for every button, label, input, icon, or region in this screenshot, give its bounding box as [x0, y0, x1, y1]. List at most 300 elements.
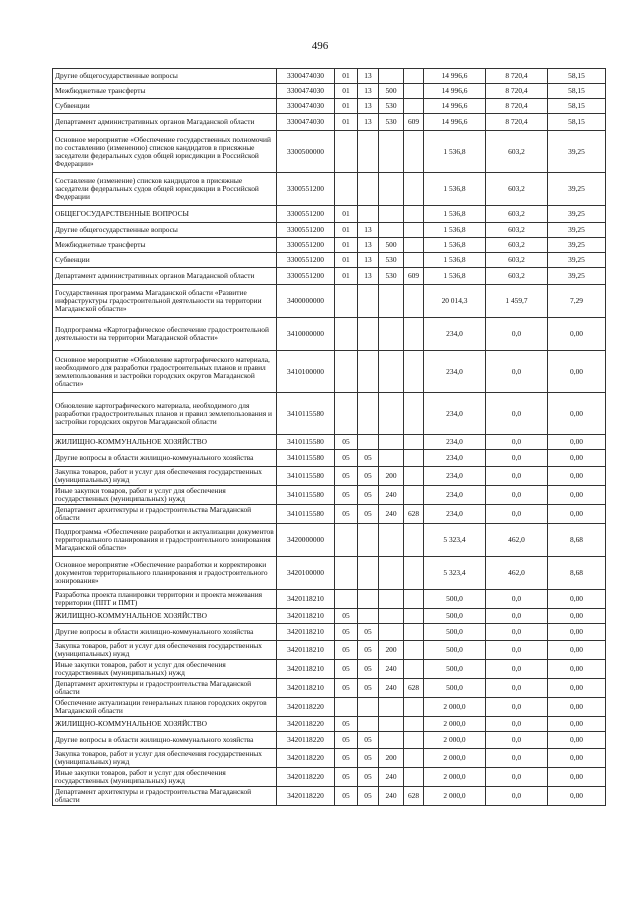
- row-section-cell: [335, 698, 358, 717]
- row-executed-cell: 0,0: [486, 435, 548, 450]
- table-row: [53, 173, 606, 206]
- row-executed-cell: 0,0: [486, 505, 548, 524]
- row-expense-type-cell: [379, 393, 404, 435]
- row-executed-cell: 8 720,4: [486, 69, 548, 84]
- row-section-cell: 05: [335, 609, 358, 624]
- row-plan-cell: 1 536,8: [424, 131, 486, 173]
- row-code-cell: 3410115580: [277, 435, 335, 450]
- row-percent-cell: 0,00: [548, 768, 606, 787]
- row-expense-type-cell: 200: [379, 749, 404, 768]
- row-plan-cell: 500,0: [424, 641, 486, 660]
- row-executed-cell: 8 720,4: [486, 114, 548, 131]
- table-row: [53, 679, 606, 698]
- row-code-cell: 3420118210: [277, 609, 335, 624]
- row-admin-code-cell: [404, 351, 424, 393]
- row-executed-cell: 462,0: [486, 524, 548, 557]
- row-admin-code-cell: [404, 486, 424, 505]
- row-name-cell: Другие общегосударственные вопросы: [53, 223, 277, 238]
- table-row: [53, 435, 606, 450]
- row-expense-type-cell: [379, 131, 404, 173]
- row-plan-cell: 1 536,8: [424, 223, 486, 238]
- table-row: [53, 698, 606, 717]
- row-plan-cell: 234,0: [424, 351, 486, 393]
- row-code-cell: 3300551200: [277, 206, 335, 223]
- row-admin-code-cell: [404, 285, 424, 318]
- table-row: [53, 624, 606, 641]
- table-row: [53, 253, 606, 268]
- row-section-cell: [335, 557, 358, 590]
- row-expense-type-cell: 530: [379, 268, 404, 285]
- row-subsection-cell: 05: [358, 732, 379, 749]
- row-name-cell: Разработка проекта планировки территории и проекта межевания территории (ППТ и ПМТ): [53, 590, 277, 609]
- row-executed-cell: 8 720,4: [486, 99, 548, 114]
- row-percent-cell: 8,68: [548, 557, 606, 590]
- row-percent-cell: 0,00: [548, 641, 606, 660]
- row-plan-cell: 14 996,6: [424, 99, 486, 114]
- row-expense-type-cell: [379, 223, 404, 238]
- row-name-cell: Департамент административных органов Магаданской области: [53, 268, 277, 285]
- row-expense-type-cell: [379, 609, 404, 624]
- row-code-cell: 3410115580: [277, 486, 335, 505]
- row-subsection-cell: [358, 590, 379, 609]
- row-name-cell: ЖИЛИЩНО-КОММУНАЛЬНОЕ ХОЗЯЙСТВО: [53, 717, 277, 732]
- table-row: [53, 238, 606, 253]
- row-section-cell: 05: [335, 749, 358, 768]
- row-section-cell: 05: [335, 624, 358, 641]
- row-admin-code-cell: [404, 435, 424, 450]
- row-subsection-cell: 05: [358, 486, 379, 505]
- row-percent-cell: 0,00: [548, 717, 606, 732]
- row-name-cell: Закупка товаров, работ и услуг для обеспечения государственных (муниципальных) нужд: [53, 467, 277, 486]
- row-plan-cell: 14 996,6: [424, 69, 486, 84]
- row-expense-type-cell: [379, 318, 404, 351]
- row-admin-code-cell: [404, 253, 424, 268]
- row-name-cell: Иные закупки товаров, работ и услуг для обеспечения государственных (муниципальных) нужд: [53, 660, 277, 679]
- table-row: [53, 505, 606, 524]
- row-executed-cell: 0,0: [486, 467, 548, 486]
- row-code-cell: 3420118220: [277, 787, 335, 806]
- row-name-cell: Другие вопросы в области жилищно-коммунального хозяйства: [53, 450, 277, 467]
- row-name-cell: Иные закупки товаров, работ и услуг для обеспечения государственных (муниципальных) нужд: [53, 486, 277, 505]
- table-row: [53, 114, 606, 131]
- row-percent-cell: 0,00: [548, 318, 606, 351]
- budget-table: [52, 68, 606, 806]
- row-subsection-cell: [358, 435, 379, 450]
- row-code-cell: 3420118210: [277, 590, 335, 609]
- row-expense-type-cell: [379, 698, 404, 717]
- row-code-cell: 3420118220: [277, 768, 335, 787]
- row-plan-cell: 1 536,8: [424, 238, 486, 253]
- row-percent-cell: 39,25: [548, 238, 606, 253]
- table-row: [53, 318, 606, 351]
- row-section-cell: 01: [335, 268, 358, 285]
- row-code-cell: 3420118220: [277, 749, 335, 768]
- row-expense-type-cell: [379, 69, 404, 84]
- row-admin-code-cell: [404, 624, 424, 641]
- row-percent-cell: 0,00: [548, 732, 606, 749]
- table-row: [53, 732, 606, 749]
- table-row: [53, 749, 606, 768]
- row-expense-type-cell: [379, 590, 404, 609]
- page-number: 496: [311, 40, 329, 52]
- row-subsection-cell: [358, 285, 379, 318]
- row-executed-cell: 603,2: [486, 253, 548, 268]
- row-section-cell: [335, 393, 358, 435]
- row-subsection-cell: 13: [358, 238, 379, 253]
- row-section-cell: 01: [335, 206, 358, 223]
- row-plan-cell: 500,0: [424, 660, 486, 679]
- row-percent-cell: 0,00: [548, 624, 606, 641]
- row-name-cell: Составление (изменение) списков кандидатов в присяжные заседатели федеральных судов общей юрисдикции в Российской Федерации: [53, 173, 277, 206]
- row-plan-cell: 234,0: [424, 467, 486, 486]
- row-section-cell: 01: [335, 238, 358, 253]
- row-plan-cell: 2 000,0: [424, 787, 486, 806]
- row-plan-cell: 2 000,0: [424, 749, 486, 768]
- row-subsection-cell: 05: [358, 787, 379, 806]
- row-admin-code-cell: [404, 131, 424, 173]
- row-expense-type-cell: [379, 624, 404, 641]
- row-section-cell: 01: [335, 69, 358, 84]
- row-expense-type-cell: 200: [379, 641, 404, 660]
- row-expense-type-cell: [379, 173, 404, 206]
- row-section-cell: 05: [335, 768, 358, 787]
- row-section-cell: 01: [335, 99, 358, 114]
- row-subsection-cell: 13: [358, 84, 379, 99]
- row-plan-cell: 1 536,8: [424, 268, 486, 285]
- row-plan-cell: 1 536,8: [424, 173, 486, 206]
- row-plan-cell: 234,0: [424, 486, 486, 505]
- row-expense-type-cell: 240: [379, 679, 404, 698]
- row-executed-cell: 603,2: [486, 131, 548, 173]
- row-plan-cell: 5 323,4: [424, 557, 486, 590]
- row-executed-cell: 0,0: [486, 351, 548, 393]
- row-percent-cell: 39,25: [548, 206, 606, 223]
- row-plan-cell: 2 000,0: [424, 717, 486, 732]
- row-subsection-cell: 05: [358, 505, 379, 524]
- row-subsection-cell: 05: [358, 641, 379, 660]
- row-subsection-cell: [358, 206, 379, 223]
- row-plan-cell: 20 014,3: [424, 285, 486, 318]
- row-section-cell: 05: [335, 435, 358, 450]
- row-subsection-cell: 13: [358, 268, 379, 285]
- row-executed-cell: 0,0: [486, 590, 548, 609]
- row-executed-cell: 0,0: [486, 624, 548, 641]
- row-subsection-cell: [358, 524, 379, 557]
- row-percent-cell: 39,25: [548, 173, 606, 206]
- table-row: [53, 660, 606, 679]
- row-subsection-cell: 05: [358, 768, 379, 787]
- row-executed-cell: 603,2: [486, 206, 548, 223]
- row-code-cell: 3410000000: [277, 318, 335, 351]
- row-admin-code-cell: [404, 450, 424, 467]
- row-plan-cell: 5 323,4: [424, 524, 486, 557]
- row-code-cell: 3300551200: [277, 253, 335, 268]
- row-code-cell: 3420100000: [277, 557, 335, 590]
- row-subsection-cell: 05: [358, 450, 379, 467]
- row-section-cell: [335, 351, 358, 393]
- row-subsection-cell: 13: [358, 253, 379, 268]
- row-name-cell: Основное мероприятие «Обновление картографического материала, необходимого для разработки градостроительных планов и правил землепользования и застройки городских округов Магаданской области»: [53, 351, 277, 393]
- row-executed-cell: 462,0: [486, 557, 548, 590]
- row-section-cell: 05: [335, 679, 358, 698]
- row-name-cell: Государственная программа Магаданской области «Развитие инфраструктуры градостроительной деятельности на территории Магаданской области»: [53, 285, 277, 318]
- row-plan-cell: 14 996,6: [424, 114, 486, 131]
- row-expense-type-cell: [379, 450, 404, 467]
- row-name-cell: Субвенции: [53, 253, 277, 268]
- table-row: [53, 787, 606, 806]
- table-row: [53, 609, 606, 624]
- row-admin-code-cell: [404, 641, 424, 660]
- row-executed-cell: 0,0: [486, 660, 548, 679]
- row-expense-type-cell: [379, 351, 404, 393]
- row-percent-cell: 58,15: [548, 99, 606, 114]
- table-row: [53, 206, 606, 223]
- row-executed-cell: 0,0: [486, 768, 548, 787]
- row-name-cell: Обновление картографического материала, необходимого для разработки градостроительных планов и правил землепользования и застройки городских округов Магаданской области: [53, 393, 277, 435]
- row-admin-code-cell: [404, 590, 424, 609]
- row-subsection-cell: 05: [358, 624, 379, 641]
- table-row: [53, 768, 606, 787]
- row-code-cell: 3300474030: [277, 99, 335, 114]
- row-plan-cell: 234,0: [424, 435, 486, 450]
- row-code-cell: 3420118210: [277, 641, 335, 660]
- row-section-cell: 05: [335, 505, 358, 524]
- row-expense-type-cell: 240: [379, 486, 404, 505]
- row-percent-cell: 8,68: [548, 524, 606, 557]
- row-subsection-cell: 05: [358, 467, 379, 486]
- row-code-cell: 3420118220: [277, 717, 335, 732]
- row-admin-code-cell: [404, 393, 424, 435]
- table-row: [53, 69, 606, 84]
- row-executed-cell: 0,0: [486, 641, 548, 660]
- row-subsection-cell: 13: [358, 99, 379, 114]
- row-expense-type-cell: 500: [379, 84, 404, 99]
- row-expense-type-cell: 240: [379, 768, 404, 787]
- row-code-cell: 3410115580: [277, 450, 335, 467]
- row-section-cell: [335, 318, 358, 351]
- row-admin-code-cell: 609: [404, 114, 424, 131]
- row-expense-type-cell: 530: [379, 114, 404, 131]
- row-section-cell: [335, 173, 358, 206]
- table-row: [53, 467, 606, 486]
- row-name-cell: ЖИЛИЩНО-КОММУНАЛЬНОЕ ХОЗЯЙСТВО: [53, 435, 277, 450]
- row-code-cell: 3420118210: [277, 660, 335, 679]
- table-row: [53, 285, 606, 318]
- table-row: [53, 590, 606, 609]
- row-name-cell: Иные закупки товаров, работ и услуг для обеспечения государственных (муниципальных) нужд: [53, 768, 277, 787]
- row-percent-cell: 0,00: [548, 486, 606, 505]
- row-executed-cell: 0,0: [486, 749, 548, 768]
- row-expense-type-cell: [379, 557, 404, 590]
- row-admin-code-cell: [404, 223, 424, 238]
- row-code-cell: 3420118210: [277, 679, 335, 698]
- row-executed-cell: 8 720,4: [486, 84, 548, 99]
- row-admin-code-cell: [404, 768, 424, 787]
- row-name-cell: Подпрограмма «Обеспечение разработки и актуализации документов территориального планирования и градостроительного зонирования Магаданской области»: [53, 524, 277, 557]
- row-percent-cell: 7,29: [548, 285, 606, 318]
- row-admin-code-cell: [404, 318, 424, 351]
- row-percent-cell: 0,00: [548, 787, 606, 806]
- row-code-cell: 3410115580: [277, 393, 335, 435]
- row-plan-cell: 234,0: [424, 393, 486, 435]
- row-subsection-cell: [358, 393, 379, 435]
- table-row: [53, 268, 606, 285]
- table-row: [53, 99, 606, 114]
- row-percent-cell: 0,00: [548, 505, 606, 524]
- row-admin-code-cell: [404, 524, 424, 557]
- row-subsection-cell: [358, 698, 379, 717]
- row-subsection-cell: [358, 717, 379, 732]
- row-admin-code-cell: [404, 609, 424, 624]
- row-plan-cell: 2 000,0: [424, 698, 486, 717]
- row-percent-cell: 0,00: [548, 679, 606, 698]
- row-section-cell: 01: [335, 253, 358, 268]
- row-percent-cell: 0,00: [548, 450, 606, 467]
- row-section-cell: 05: [335, 660, 358, 679]
- row-plan-cell: 1 536,8: [424, 206, 486, 223]
- row-executed-cell: 0,0: [486, 787, 548, 806]
- row-name-cell: Закупка товаров, работ и услуг для обеспечения государственных (муниципальных) нужд: [53, 749, 277, 768]
- row-plan-cell: 2 000,0: [424, 732, 486, 749]
- row-expense-type-cell: 200: [379, 467, 404, 486]
- row-name-cell: Субвенции: [53, 99, 277, 114]
- row-executed-cell: 1 459,7: [486, 285, 548, 318]
- row-section-cell: [335, 590, 358, 609]
- row-plan-cell: 500,0: [424, 624, 486, 641]
- row-admin-code-cell: 609: [404, 268, 424, 285]
- row-subsection-cell: 13: [358, 114, 379, 131]
- row-section-cell: 05: [335, 450, 358, 467]
- row-code-cell: 3420118220: [277, 698, 335, 717]
- row-percent-cell: 39,25: [548, 253, 606, 268]
- row-admin-code-cell: [404, 238, 424, 253]
- row-section-cell: [335, 285, 358, 318]
- row-code-cell: 3410115580: [277, 505, 335, 524]
- row-admin-code-cell: [404, 557, 424, 590]
- table-row: [53, 524, 606, 557]
- row-name-cell: Подпрограмма «Картографическое обеспечение градостроительной деятельности на территории Магаданской области»: [53, 318, 277, 351]
- row-percent-cell: 0,00: [548, 435, 606, 450]
- row-subsection-cell: 13: [358, 223, 379, 238]
- row-section-cell: 05: [335, 787, 358, 806]
- row-executed-cell: 603,2: [486, 173, 548, 206]
- row-expense-type-cell: 500: [379, 238, 404, 253]
- table-row: [53, 393, 606, 435]
- table-row: [53, 641, 606, 660]
- row-percent-cell: 58,15: [548, 114, 606, 131]
- row-expense-type-cell: [379, 732, 404, 749]
- row-code-cell: 3300551200: [277, 238, 335, 253]
- row-code-cell: 3300474030: [277, 69, 335, 84]
- row-subsection-cell: [358, 173, 379, 206]
- row-subsection-cell: [358, 351, 379, 393]
- row-executed-cell: 0,0: [486, 450, 548, 467]
- row-expense-type-cell: [379, 717, 404, 732]
- row-plan-cell: 234,0: [424, 318, 486, 351]
- row-name-cell: Другие вопросы в области жилищно-коммунального хозяйства: [53, 624, 277, 641]
- row-executed-cell: 603,2: [486, 268, 548, 285]
- row-section-cell: 05: [335, 486, 358, 505]
- row-admin-code-cell: 628: [404, 679, 424, 698]
- row-percent-cell: 58,15: [548, 84, 606, 99]
- row-expense-type-cell: [379, 285, 404, 318]
- row-percent-cell: 0,00: [548, 660, 606, 679]
- row-name-cell: Департамент архитектуры и градостроительства Магаданской области: [53, 787, 277, 806]
- row-admin-code-cell: [404, 660, 424, 679]
- row-plan-cell: 1 536,8: [424, 253, 486, 268]
- row-admin-code-cell: [404, 749, 424, 768]
- row-subsection-cell: 05: [358, 749, 379, 768]
- row-section-cell: [335, 131, 358, 173]
- row-name-cell: Межбюджетные трансферты: [53, 84, 277, 99]
- row-expense-type-cell: 530: [379, 99, 404, 114]
- row-executed-cell: 603,2: [486, 238, 548, 253]
- row-name-cell: Основное мероприятие «Обеспечение разработки и корректировки документов территориального планирования и градостроительного зонирования»: [53, 557, 277, 590]
- row-admin-code-cell: [404, 99, 424, 114]
- row-section-cell: 01: [335, 223, 358, 238]
- row-admin-code-cell: [404, 732, 424, 749]
- row-percent-cell: 0,00: [548, 590, 606, 609]
- table-row: [53, 486, 606, 505]
- row-section-cell: [335, 524, 358, 557]
- row-admin-code-cell: [404, 69, 424, 84]
- table-row: [53, 84, 606, 99]
- row-subsection-cell: 13: [358, 69, 379, 84]
- table-row: [53, 450, 606, 467]
- row-subsection-cell: 05: [358, 660, 379, 679]
- row-code-cell: 3420000000: [277, 524, 335, 557]
- row-admin-code-cell: [404, 467, 424, 486]
- row-percent-cell: 0,00: [548, 351, 606, 393]
- row-code-cell: 3300551200: [277, 223, 335, 238]
- row-executed-cell: 0,0: [486, 318, 548, 351]
- row-code-cell: 3300500000: [277, 131, 335, 173]
- row-code-cell: 3300551200: [277, 173, 335, 206]
- row-expense-type-cell: [379, 524, 404, 557]
- table-body: [53, 69, 606, 806]
- table-row: [53, 717, 606, 732]
- row-subsection-cell: 05: [358, 679, 379, 698]
- row-code-cell: 3300474030: [277, 84, 335, 99]
- row-percent-cell: 0,00: [548, 749, 606, 768]
- row-expense-type-cell: 240: [379, 505, 404, 524]
- row-executed-cell: 603,2: [486, 223, 548, 238]
- row-name-cell: Основное мероприятие «Обеспечение государственных полномочий по составлению (изменению) списков кандидатов в присяжные заседатели федеральных судов общей юрисдикции в Российской Федерации»: [53, 131, 277, 173]
- row-percent-cell: 0,00: [548, 609, 606, 624]
- table-row: [53, 557, 606, 590]
- row-plan-cell: 500,0: [424, 609, 486, 624]
- row-percent-cell: 39,25: [548, 268, 606, 285]
- row-admin-code-cell: 628: [404, 505, 424, 524]
- row-name-cell: ОБЩЕГОСУДАРСТВЕННЫЕ ВОПРОСЫ: [53, 206, 277, 223]
- row-name-cell: Другие вопросы в области жилищно-коммунального хозяйства: [53, 732, 277, 749]
- row-name-cell: Департамент архитектуры и градостроительства Магаданской области: [53, 679, 277, 698]
- row-section-cell: 05: [335, 467, 358, 486]
- row-executed-cell: 0,0: [486, 609, 548, 624]
- row-executed-cell: 0,0: [486, 717, 548, 732]
- row-admin-code-cell: [404, 698, 424, 717]
- row-section-cell: 05: [335, 717, 358, 732]
- row-plan-cell: 500,0: [424, 679, 486, 698]
- table-row: [53, 131, 606, 173]
- row-code-cell: 3420118210: [277, 624, 335, 641]
- row-executed-cell: 0,0: [486, 698, 548, 717]
- row-executed-cell: 0,0: [486, 679, 548, 698]
- row-subsection-cell: [358, 318, 379, 351]
- row-admin-code-cell: [404, 84, 424, 99]
- row-name-cell: Другие общегосударственные вопросы: [53, 69, 277, 84]
- row-percent-cell: 0,00: [548, 393, 606, 435]
